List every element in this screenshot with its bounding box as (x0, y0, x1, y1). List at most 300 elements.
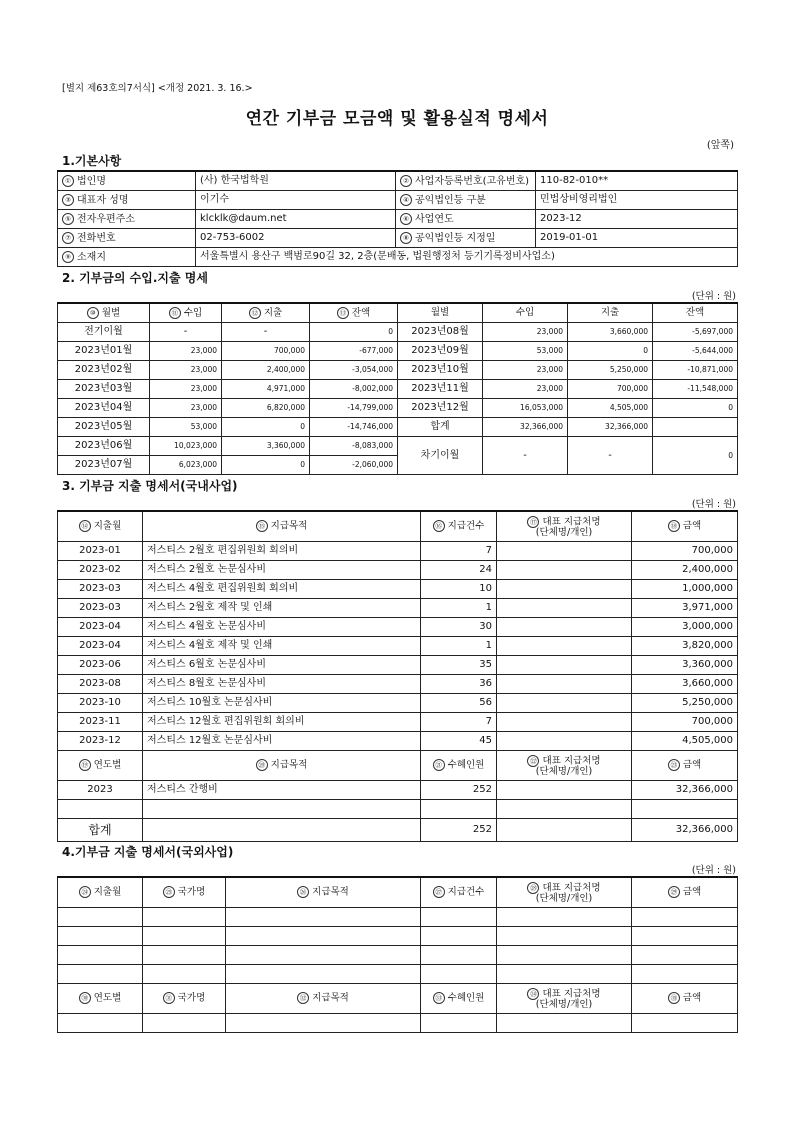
month-cell-text: 2023년10월 (411, 364, 469, 375)
empty-row (58, 946, 738, 965)
month-cell (58, 675, 143, 694)
purpose-cell-text: 저스티스 2월호 논문심사비 (147, 564, 266, 575)
balance-cell (653, 380, 738, 399)
col-header (421, 877, 497, 908)
balance-cell (653, 418, 738, 437)
count-cell-text: 7 (485, 545, 492, 556)
count-cell-text: 252 (472, 784, 492, 795)
recipient-cell (497, 618, 632, 637)
income-cell (483, 342, 568, 361)
expense-row (58, 675, 738, 694)
month-cell (58, 342, 150, 361)
field-value (196, 171, 396, 191)
month-cell (58, 542, 143, 561)
empty-cell (58, 1014, 143, 1033)
month-cell-text: 2023-01 (79, 545, 121, 556)
empty-cell (143, 908, 226, 927)
income-cell-text: 23,000 (190, 403, 217, 412)
amount-cell (632, 656, 738, 675)
amount-cell (632, 694, 738, 713)
amount-cell (632, 542, 738, 561)
col-header-text: 지출월 (93, 520, 122, 532)
total-label (58, 819, 143, 842)
count-cell (421, 675, 497, 694)
balance-cell-text: 0 (388, 327, 393, 336)
purpose-cell (143, 561, 421, 580)
col-header (143, 751, 421, 781)
field-value (536, 171, 738, 191)
month-cell-text: 2023년09월 (411, 345, 469, 356)
field-label-text: 소재지 (77, 251, 106, 263)
item-number-icon: ㉓ (668, 759, 680, 771)
item-number-icon: ⑳ (256, 759, 268, 771)
empty-cell (58, 965, 143, 984)
empty-cell (58, 946, 143, 965)
item-number-icon: ⑫ (249, 307, 261, 319)
month-cell-text: 2023-10 (79, 697, 121, 708)
item-number-icon: ㉙ (668, 886, 680, 898)
empty-cell (497, 965, 632, 984)
empty-cell (421, 1014, 497, 1033)
month-cell-text: 2023년06월 (74, 440, 133, 451)
recipient-cell (497, 637, 632, 656)
col-header (653, 303, 738, 323)
empty-row (58, 908, 738, 927)
month-cell (58, 618, 143, 637)
field-value (196, 191, 396, 210)
item-number-icon: ⑬ (337, 307, 349, 319)
item-number-icon: ㉚ (79, 992, 91, 1004)
balance-cell (310, 437, 398, 456)
empty-cell (421, 927, 497, 946)
count-cell (421, 561, 497, 580)
purpose-cell (143, 713, 421, 732)
expense-cell-text: 0 (300, 460, 305, 469)
section4-unit: (단위 : 원) (691, 865, 736, 876)
col-header-text: 지급목적 (312, 886, 349, 898)
field-value (536, 210, 738, 229)
col-header (398, 303, 483, 323)
domestic-expense-table (57, 510, 738, 842)
empty-row (58, 800, 738, 819)
count-cell (421, 819, 497, 842)
expense-cell (568, 399, 653, 418)
info-row (58, 191, 738, 210)
purpose-cell-text: 저스티스 12월호 논문심사비 (147, 735, 273, 746)
item-number-icon: ⑭ (79, 520, 91, 532)
amount-cell (632, 819, 738, 842)
balance-cell-text: -2,060,000 (352, 460, 393, 469)
section3-unit: (단위 : 원) (691, 499, 736, 510)
month-cell (398, 399, 483, 418)
balance-cell (310, 323, 398, 342)
item-number-icon: ④ (400, 194, 412, 206)
expense-cell-text: 2,400,000 (266, 365, 305, 374)
month-cell-text: 2023년03월 (74, 383, 133, 394)
empty-cell (497, 927, 632, 946)
month-row (58, 399, 738, 418)
col-header-text: 수혜인원 (447, 759, 485, 771)
empty-cell (143, 800, 421, 819)
balance-cell (310, 380, 398, 399)
empty-cell (632, 908, 738, 927)
item-number-icon: ㉝ (433, 992, 445, 1004)
header-row (58, 877, 738, 908)
empty-row (58, 927, 738, 946)
col-header-text: 대표 지급처명 (542, 882, 601, 893)
income-cell-text: 23,000 (190, 384, 217, 393)
item-number-icon: ㉘ (527, 882, 539, 894)
item-number-icon: ㉑ (433, 759, 445, 771)
item-number-icon: ⑯ (433, 520, 445, 532)
col-header-text: 월별 (430, 307, 450, 318)
expense-row (58, 618, 738, 637)
income-cell (483, 380, 568, 399)
field-label (58, 210, 196, 229)
expense-cell (568, 437, 653, 475)
empty-row (58, 1014, 738, 1033)
count-cell-text: 56 (479, 697, 492, 708)
item-number-icon: ① (62, 175, 74, 187)
balance-cell-text: -5,644,000 (692, 346, 733, 355)
field-value (536, 191, 738, 210)
section2-title: 2. 기부금의 수입.지출 명세 (62, 271, 208, 285)
amount-cell-text: 3,660,000 (682, 678, 733, 689)
month-row (58, 323, 738, 342)
month-cell-text: 2023년04월 (74, 402, 133, 413)
balance-cell (310, 399, 398, 418)
col-header (143, 877, 226, 908)
empty-cell (497, 1014, 632, 1033)
section1-title: 1.기본사항 (62, 154, 122, 168)
month-cell-text: 2023-08 (79, 678, 121, 689)
col-header (497, 511, 632, 542)
item-number-icon: ⑨ (62, 251, 74, 263)
month-cell (398, 361, 483, 380)
empty-cell (632, 965, 738, 984)
item-number-icon: ㉖ (297, 886, 309, 898)
empty-cell (226, 946, 421, 965)
purpose-cell (143, 675, 421, 694)
field-label (58, 229, 196, 248)
header-row (58, 751, 738, 781)
purpose-cell (143, 656, 421, 675)
count-cell-text: 36 (479, 678, 492, 689)
expense-cell (568, 361, 653, 380)
col-header (632, 984, 738, 1014)
balance-cell-text: -8,002,000 (352, 384, 393, 393)
income-cell-text: 23,000 (190, 346, 217, 355)
month-cell-text: 2023-04 (79, 640, 121, 651)
item-number-icon: ⑰ (527, 516, 539, 528)
item-number-icon: ⑲ (79, 759, 91, 771)
col-header-text: 지급목적 (270, 520, 308, 532)
item-number-icon: ㉗ (433, 886, 445, 898)
empty-cell (421, 800, 497, 819)
month-cell (398, 418, 483, 437)
month-cell (58, 732, 143, 751)
income-cell (483, 399, 568, 418)
field-label (58, 171, 196, 191)
month-cell (58, 418, 150, 437)
address-value-text: 서울특별시 용산구 백범로90길 32, 2층(문배동, 법원행정처 등기기록정비사업소) (200, 251, 555, 262)
col-header-text: 지급건수 (447, 520, 485, 532)
amount-cell (632, 713, 738, 732)
balance-cell (310, 456, 398, 475)
col-header (58, 751, 143, 781)
col-header (226, 984, 421, 1014)
col-header (632, 751, 738, 781)
col-header (58, 877, 143, 908)
balance-cell (310, 418, 398, 437)
month-cell-text: 2023-02 (79, 564, 121, 575)
amount-cell-text: 2,400,000 (682, 564, 733, 575)
overseas-expense-table (57, 876, 738, 1033)
col-header-text: 지출 (600, 307, 620, 318)
col-header (497, 751, 632, 781)
balance-cell (310, 361, 398, 380)
expense-cell-text: 700,000 (273, 346, 305, 355)
balance-cell-text: -10,871,000 (687, 365, 733, 374)
amount-cell-text: 1,000,000 (682, 583, 733, 594)
header-row (58, 511, 738, 542)
balance-cell (653, 323, 738, 342)
income-cell (150, 380, 222, 399)
month-cell (58, 437, 150, 456)
field-label (396, 210, 536, 229)
empty-cell (421, 946, 497, 965)
empty-cell (58, 800, 143, 819)
balance-cell-text: -14,799,000 (347, 403, 393, 412)
empty-cell (226, 927, 421, 946)
amount-cell (632, 561, 738, 580)
empty-cell (497, 908, 632, 927)
col-header (143, 511, 421, 542)
count-cell (421, 732, 497, 751)
count-cell-text: 35 (479, 659, 492, 670)
empty-cell (632, 946, 738, 965)
amount-cell (632, 637, 738, 656)
balance-cell-text: -8,083,000 (352, 441, 393, 450)
purpose-cell (143, 580, 421, 599)
col-header-text: 지출 (263, 307, 283, 319)
col-header (310, 303, 398, 323)
income-cell-text: - (183, 326, 188, 337)
month-cell (58, 361, 150, 380)
count-cell-text: 45 (479, 735, 492, 746)
count-cell (421, 542, 497, 561)
balance-cell-text: 0 (728, 450, 733, 460)
month-row (58, 380, 738, 399)
expense-cell (568, 418, 653, 437)
section4-title: 4.기부금 지출 명세서(국외사업) (62, 845, 234, 859)
item-number-icon: ⑤ (62, 213, 74, 225)
income-cell (483, 418, 568, 437)
month-cell-text: 2023-03 (79, 583, 121, 594)
month-row (58, 418, 738, 437)
address-value (196, 248, 738, 267)
income-cell-text: 23,000 (536, 384, 563, 393)
balance-cell (653, 399, 738, 418)
purpose-cell-text: 저스티스 간행비 (147, 784, 218, 795)
field-value (196, 210, 396, 229)
empty-cell (143, 819, 421, 842)
income-cell (150, 437, 222, 456)
item-number-icon: ③ (62, 194, 74, 206)
expense-row (58, 656, 738, 675)
count-cell-text: 10 (479, 583, 492, 594)
month-cell (58, 323, 150, 342)
col-header (58, 303, 150, 323)
expense-row (58, 732, 738, 751)
col-header (632, 877, 738, 908)
income-cell (483, 323, 568, 342)
balance-cell-text: 0 (728, 403, 733, 412)
empty-cell (421, 965, 497, 984)
expense-row (58, 713, 738, 732)
month-cell-text: 2023-06 (79, 659, 121, 670)
month-cell (58, 380, 150, 399)
field-value-text: 이기수 (200, 194, 229, 205)
income-expense-table (57, 302, 738, 475)
col-header-text: 대표 지급처명 (542, 755, 601, 766)
month-cell-text: 2023년08월 (411, 326, 469, 337)
col-header-text: 대표 지급처명 (542, 516, 601, 527)
count-cell (421, 580, 497, 599)
col-header (497, 877, 632, 908)
amount-cell (632, 618, 738, 637)
col-header-text: 지급목적 (312, 992, 349, 1004)
count-cell (421, 694, 497, 713)
month-cell-text: 2023년05월 (74, 421, 133, 432)
field-label (58, 191, 196, 210)
expense-cell (222, 418, 310, 437)
purpose-cell (143, 732, 421, 751)
col-header (226, 877, 421, 908)
month-cell-text: 2023년07월 (74, 459, 133, 470)
field-label-text: 법인명 (77, 175, 106, 187)
expense-cell (568, 342, 653, 361)
field-value-text: 2019-01-01 (540, 232, 599, 243)
expense-row (58, 637, 738, 656)
expense-cell (222, 437, 310, 456)
expense-cell (568, 380, 653, 399)
amount-cell-text: 3,360,000 (682, 659, 733, 670)
income-cell-text: - (523, 449, 527, 461)
col-header (632, 511, 738, 542)
expense-cell-text: 4,971,000 (266, 384, 305, 393)
empty-cell (632, 800, 738, 819)
col-header-text: 지급건수 (447, 886, 485, 898)
empty-cell (497, 800, 632, 819)
expense-cell (222, 323, 310, 342)
expense-row (58, 580, 738, 599)
expense-cell-text: 6,820,000 (266, 403, 305, 412)
col-header-text: 금액 (682, 759, 702, 771)
field-label-text: 전화번호 (77, 232, 116, 244)
field-label (396, 191, 536, 210)
income-cell-text: 32,366,000 (520, 422, 563, 431)
info-row (58, 171, 738, 191)
amount-cell (632, 580, 738, 599)
item-number-icon: ⑦ (62, 232, 74, 244)
amount-cell (632, 732, 738, 751)
expense-cell (222, 399, 310, 418)
count-cell (421, 656, 497, 675)
year-row (58, 781, 738, 800)
income-cell-text: 53,000 (536, 346, 563, 355)
month-row (58, 361, 738, 380)
income-cell (150, 418, 222, 437)
col-header-text: 금액 (682, 886, 702, 898)
col-header-subtext: (단체명/개인) (535, 998, 593, 1010)
item-number-icon: ⑥ (400, 213, 412, 225)
col-header (58, 984, 143, 1014)
recipient-cell (497, 694, 632, 713)
amount-cell-text: 32,366,000 (675, 784, 733, 795)
col-header-text: 연도별 (93, 992, 122, 1004)
month-cell-text: 2023-11 (79, 716, 121, 727)
count-cell (421, 713, 497, 732)
month-cell (58, 599, 143, 618)
carry-label (398, 437, 483, 475)
expense-cell-text: 3,360,000 (266, 441, 305, 450)
empty-cell (497, 819, 632, 842)
recipient-cell (497, 580, 632, 599)
expense-cell-text: 32,366,000 (605, 422, 648, 431)
field-label (58, 248, 196, 267)
item-number-icon: ㉛ (163, 992, 175, 1004)
col-header-text: 수혜인원 (447, 992, 485, 1004)
count-cell (421, 637, 497, 656)
purpose-cell-text: 저스티스 2월호 편집위원회 회의비 (147, 545, 299, 556)
purpose-cell-text: 저스티스 6월호 논문심사비 (147, 659, 266, 670)
col-header-text: 월별 (101, 307, 121, 319)
empty-cell (143, 927, 226, 946)
empty-cell (58, 927, 143, 946)
item-number-icon: ⑱ (668, 520, 680, 532)
income-cell-text: 23,000 (190, 365, 217, 374)
empty-cell (632, 1014, 738, 1033)
field-label (396, 229, 536, 248)
purpose-cell-text: 저스티스 4월호 편집위원회 회의비 (147, 583, 299, 594)
empty-cell (226, 965, 421, 984)
empty-cell (632, 927, 738, 946)
item-number-icon: ② (400, 175, 412, 187)
amount-cell (632, 675, 738, 694)
recipient-cell (497, 561, 632, 580)
amount-cell-text: 3,971,000 (682, 602, 733, 613)
purpose-cell (143, 694, 421, 713)
recipient-cell (497, 713, 632, 732)
purpose-cell-text: 저스티스 4월호 제작 및 인쇄 (147, 640, 273, 651)
month-cell (58, 399, 150, 418)
empty-cell (226, 908, 421, 927)
month-row (58, 342, 738, 361)
count-cell-text: 1 (485, 640, 492, 651)
purpose-cell-text: 저스티스 4월호 논문심사비 (147, 621, 266, 632)
purpose-cell (143, 542, 421, 561)
month-cell-text: 합계 (430, 421, 450, 432)
col-header (568, 303, 653, 323)
amount-cell-text: 700,000 (691, 545, 733, 556)
col-header-subtext: (단체명/개인) (535, 892, 593, 904)
empty-cell (143, 946, 226, 965)
count-cell-text: 252 (472, 824, 492, 835)
month-cell (398, 323, 483, 342)
expense-row (58, 561, 738, 580)
balance-cell-text: -14,746,000 (347, 422, 393, 431)
